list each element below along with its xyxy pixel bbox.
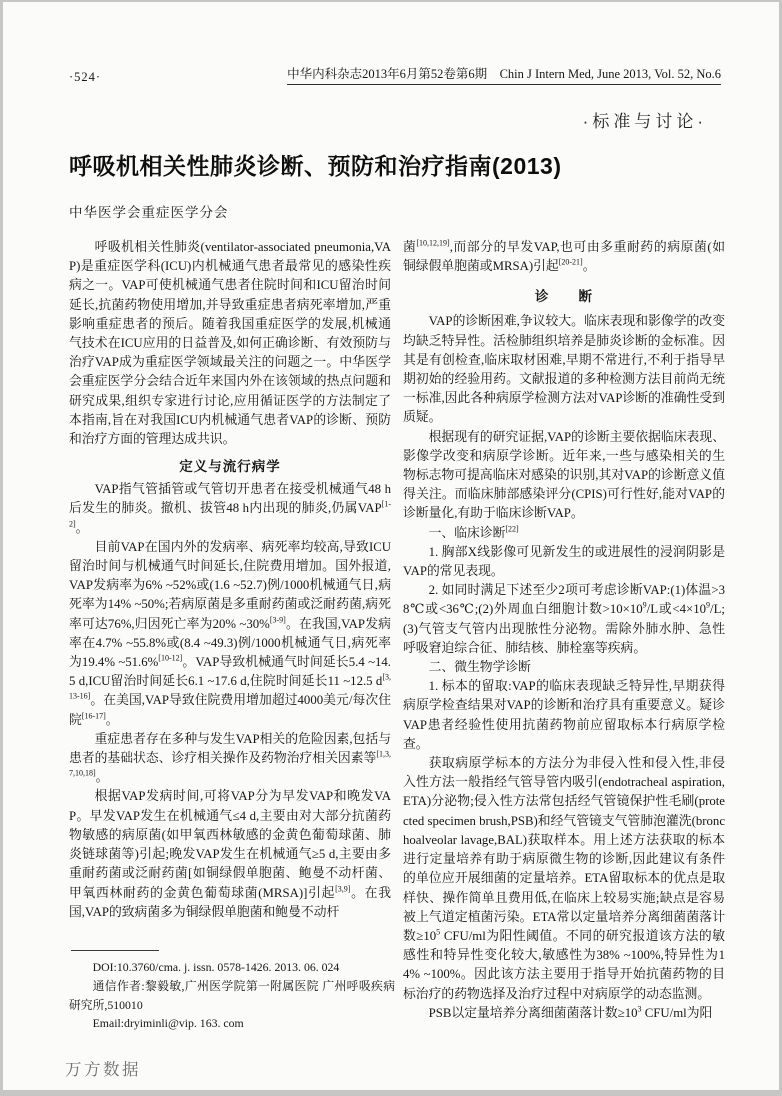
section-heading-diagnosis: 诊 断 [535,289,593,305]
doi-line: DOI:10.3760/cma. j. issn. 0578-1426. 2013. 06. 024 [92,960,340,974]
journal-title-line: 中华内科杂志2013年6月第52卷第6期 Chin J Intern Med, June 2013, Vol. 52, No.6 [287,64,721,85]
article-author: 中华医学会重症医学分会 [69,205,229,220]
paragraph: 2. 如同时满足下述至少2项可考虑诊断VAP:(1)体温>38℃或<36℃;(2)外周血白细胞计数$>10\times 10^9/L$或$<4\times 10^9/L;(3)$气管支气管内出现脓性分泌物。需除外肺水肿、急性呼吸窘迫综合征、肺结核、肺栓塞等疾病。 [403,583,725,655]
paragraph-intro: 呼吸机相关性肺炎(ventilator-associated pneumonia,VAP)是重症医学科(ICU)内机械通气患者最常见的感染性疾病之一。VAP可使机械通气患者住院时间和ICU留治时间延长,抗菌药物使用增加,并导致重症患者病死率增加,严重影响重症患者的预后。随着我国重症医学的发展,机械通气技术在ICU应用的日益普及,如何正确诊断、有效预防与治疗VAP成为重症医学领域最关注的问题之一。中华医学会重症医学分会结合近年来国内外在该领域的热点问题和研究成果,组织专家进行讨论,应用循证医学的方法制定了本指南,旨在对我国ICU内机械通气患者VAP的诊断、预防和治疗方面的管理达成共识。 [69,240,391,447]
text-columns [69,238,725,1023]
watermark-wanfang: 万方数据 [65,1060,141,1079]
paragraph: VAP指气管插管或气管切开患者在接受机械通气48 h后发生的肺炎。撤机、拔管48 h内出现的肺炎,仍属VAP[1-2]。 [69,482,391,535]
article-title: 呼吸机相关性肺炎诊断、预防和治疗指南(2013) [69,153,562,179]
right-column [403,238,725,1023]
journal-page [3,2,779,1090]
paragraph: VAP的诊断困难,争议较大。临床表现和影像学的改变均缺乏特异性。活检肺组织培养是肺炎诊断的金标准。因其是有创检查,临床取材困难,早期不常进行,不利于指导早期初始的经验用药。文献报道的多种检测方法目前尚无统一标准,因此各种病原学检测方法对VAP诊断的准确性受到质疑。 [403,314,725,425]
paragraph: 根据现有的研究证据,VAP的诊断主要依据临床表现、影像学改变和病原学诊断。近年来,一些与感染相关的生物标志物可提高临床对感染的识别,其对VAP的诊断意义值得关注。而临床肺部感染评分(CPIS)可行性好,能对VAP的诊断量化,有助于临床诊断VAP。 [403,429,725,521]
paragraph: 获取病原学标本的方法分为非侵入性和侵入性,非侵入性方法一般指经气管导管内吸引(endotracheal aspiration,ETA)分泌物;侵入性方法常包括经气管镜保护性毛刷(protected specimen brush,PSB)和经气管镜支气管肺泡灌洗(bronchoalveolar lavage,BAL)获取样本。用上述方法获取的标本进行定量培养有助于病原微生物的诊断,因此建议有条件的单位应开展细菌的定量培养。ETA留取标本的优点是取样快、操作简单且费用低,在临床上较易实施;缺点是容易被上气道定植菌污染。ETA常以定量培养分离细菌菌落计数$\ge 10^5$ CFU/ml为阳性阈值。不同的研究报道该方法的敏感性和特异性变化较大,敏感性为38% ~100%,特异性为14% ~100%。因此该方法主要用于指导开始抗菌药物的目标治疗的药物选择及治疗过程中对病原学的动态监测。 [403,756,725,1001]
page-header [69,64,721,85]
footnote-divider [71,950,159,951]
section-tag: ·标准与讨论· [582,112,707,131]
paragraph: 目前VAP在国内外的发病率、病死率均较高,导致ICU留治时间与机械通气时间延长,住院费用增加。国外报道,VAP发病率为6% ~52%或(1.6 ~52.7)例/1000机械通气日,病死率为14% ~50%;若病原菌是多重耐药菌或泛耐药菌,病死率可达76%,归因死亡率为20% ~30%[3-9]。在我国,VAP发病率在4.7% ~55.8%或(8.4 ~49.3)例/1000机械通气日,病死率为19.4% ~51.6%[10-12]。VAP导致机械通气时间延长5.4 ~14.5 d,ICU留治时间延长6.1 ~17.6 d,住院时间延长11 ~12.5 d[3,13-16]。在美国,VAP导致住院费用增加超过4000美元/每次住院[16-17]。 [69,539,391,727]
paragraph: 根据VAP发病时间,可将VAP分为早发VAP和晚发VAP。早发VAP发生在机械通气≤4 d,主要由对大部分抗菌药物敏感的病原菌(如甲氧西林敏感的金黄色葡萄球菌、肺炎链球菌等)引起;晚发VAP发生在机械通气≥5 d,主要由多重耐药菌或泛耐药菌[如铜绿假单胞菌、鲍曼不动杆菌、甲氧西林耐药的金黄色葡萄球菌(MRSA)]引起[3,9]。在我国,VAP的致病菌多为铜绿假单胞菌和鲍曼不动杆 [69,789,391,919]
correspondence-line: 通信作者:黎毅敏,广州医学院第一附属医院 广州呼吸疾病研究所,510010 [69,978,395,1012]
paragraph-subheading: 二、微生物学诊断 [428,660,531,675]
email-line: Email:dryiminli@vip. 163. com [92,1016,244,1031]
paragraph: 1. 胸部X线影像可见新发生的或进展性的浸润阴影是VAP的常见表现。 [403,544,725,579]
left-column [69,238,391,1023]
paragraph-subheading: 一、临床诊断[22] [428,524,519,540]
section-heading-definition: 定义与流行病学 [179,459,281,475]
paragraph: PSB以定量培养分离细菌菌落计数$\ge 10^3$ CFU/ml为阳 [428,1004,713,1020]
page-number: ·524· [69,70,102,84]
paragraph: 1. 标本的留取:VAP的临床表现缺乏特异性,早期获得病原学检查结果对VAP的诊断和治疗具有重要意义。疑诊VAP患者经验性使用抗菌药物前应留取标本行病原学检查。 [403,679,725,751]
paragraph: 重症患者存在多种与发生VAP相关的危险因素,包括与患者的基础状态、诊疗相关操作及药物治疗相关因素等[1,3,7,10,18]。 [69,731,391,785]
paragraph-continuation: 菌[10,12,19],而部分的早发VAP,也可由多重耐药的病原菌(如铜绿假单胞菌或MRSA)引起[20-21]。 [403,238,725,274]
footnote-block [69,950,395,1033]
